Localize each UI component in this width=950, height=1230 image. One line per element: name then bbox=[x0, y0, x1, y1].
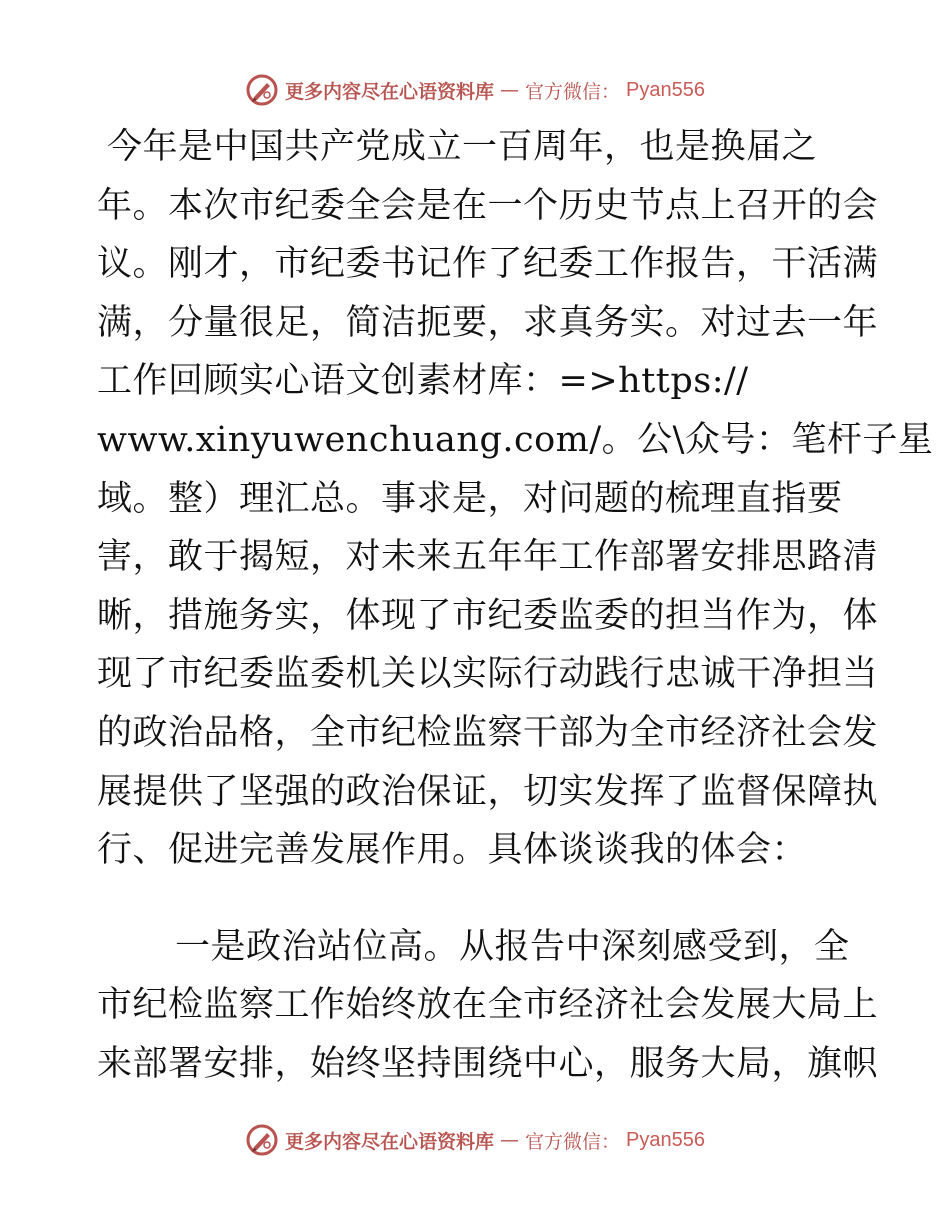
footer-wechat-label: 官方微信： bbox=[525, 1130, 621, 1153]
text-line: 来部署安排，始终坚持围绕中心，服务大局，旗帜 bbox=[97, 1043, 879, 1084]
header-wechat-id: Pyan556 bbox=[626, 78, 705, 101]
footer-wechat-id: Pyan556 bbox=[626, 1128, 705, 1151]
text-line: 工作回顾实心语文创素材库：=>https:// bbox=[97, 361, 749, 402]
header-wechat-label: 官方微信： bbox=[525, 80, 621, 103]
header-banner bbox=[0, 70, 950, 110]
paragraph-2 bbox=[97, 918, 879, 1094]
pen-logo-icon bbox=[245, 73, 279, 107]
text-line: 议。刚才，市纪委书记作了纪委工作报告，干活满 bbox=[97, 244, 879, 285]
text-line: 行、促进完善发展作用。具体谈谈我的体会： bbox=[97, 830, 808, 871]
footer-banner bbox=[0, 1120, 950, 1160]
text-line: 一是政治站位高。从报告中深刻感受到，全 bbox=[175, 926, 850, 967]
text-line: 展提供了坚强的政治保证，切实发挥了监督保障执 bbox=[97, 771, 879, 812]
text-line: 满，分量很足，简洁扼要，求真务实。对过去一年 bbox=[97, 302, 879, 343]
paragraph-1 bbox=[97, 118, 934, 880]
text-line: 现了市纪委监委机关以实际行动践行忠诚干净担当 bbox=[97, 654, 879, 695]
text-line: 域。整）理汇总。事求是，对问题的梳理直指要 bbox=[97, 478, 843, 519]
text-line: 年。本次市纪委全会是在一个历史节点上召开的会 bbox=[97, 185, 879, 226]
text-line: www.xinyuwenchuang.com/。公\众号：笔杆子星 bbox=[97, 419, 934, 460]
text-line: 害，敢于揭短，对未来五年年工作部署安排思路清 bbox=[97, 537, 879, 578]
text-line: 今年是中国共产党成立一百周年，也是换届之 bbox=[107, 127, 818, 167]
text-line: 晰，措施务实，体现了市纪委监委的担当作为，体 bbox=[97, 595, 879, 636]
footer-brand-text: 更多内容尽在心语资料库 bbox=[285, 1130, 495, 1153]
document-body bbox=[97, 118, 934, 1094]
text-line: 的政治品格，全市纪检监察干部为全市经济社会发 bbox=[97, 712, 879, 753]
pen-logo-icon bbox=[245, 1123, 279, 1157]
header-separator: — bbox=[500, 79, 520, 101]
footer-separator: — bbox=[500, 1129, 520, 1151]
header-brand-text: 更多内容尽在心语资料库 bbox=[285, 80, 495, 103]
paragraph-gap bbox=[97, 880, 857, 918]
text-line: 市纪检监察工作始终放在全市经济社会发展大局上 bbox=[97, 985, 879, 1026]
